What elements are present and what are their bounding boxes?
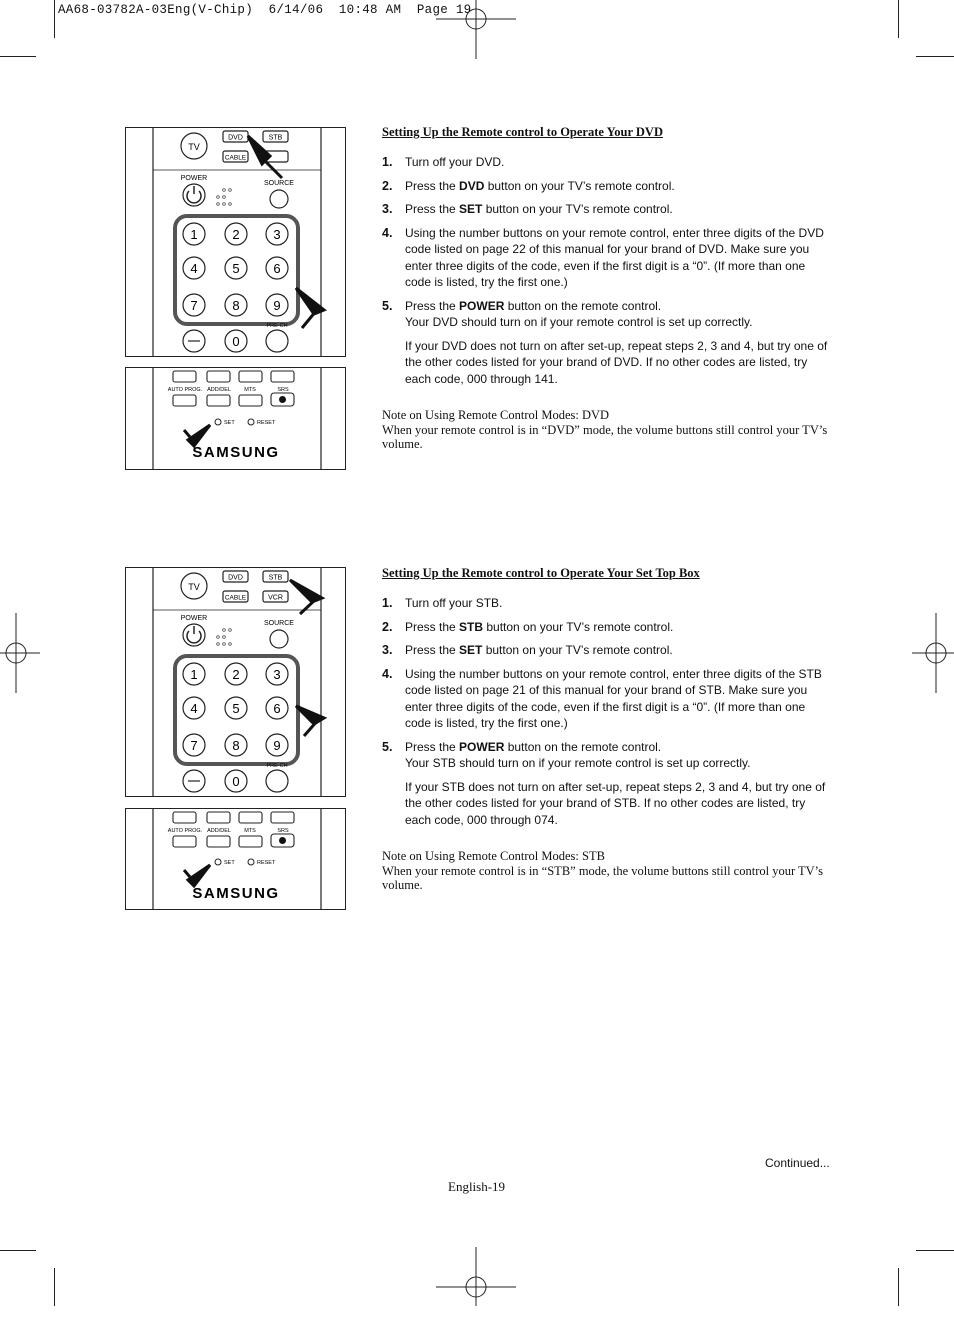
continued-text: Continued... (765, 1156, 830, 1170)
dvd-button[interactable] (223, 571, 248, 582)
step-item (382, 666, 830, 732)
svg-text:DVD: DVD (228, 134, 243, 142)
step-button-name: SET (459, 202, 483, 216)
svg-text:DVD: DVD (228, 574, 243, 582)
step-number: 5. (382, 298, 393, 313)
step-number: 5. (382, 739, 393, 754)
svg-text:7: 7 (190, 738, 198, 753)
step-item (382, 178, 830, 195)
prech-button[interactable] (266, 770, 288, 792)
page-number: English-19 (448, 1179, 506, 1194)
svg-text:7: 7 (190, 298, 198, 313)
minus-button[interactable] (183, 330, 205, 352)
crop-mark (0, 1250, 36, 1251)
step-number: 1. (382, 155, 393, 169)
num-button-2[interactable] (225, 223, 247, 245)
power-label: POWER (180, 175, 208, 182)
samsung-logo: SAMSUNG (192, 444, 280, 461)
num-button-1[interactable] (183, 223, 205, 245)
step-item (382, 201, 830, 218)
num-button-4[interactable] (183, 697, 205, 719)
prech-button[interactable] (266, 330, 288, 352)
dvd-button[interactable] (223, 131, 248, 142)
svg-text:VCR: VCR (268, 594, 283, 602)
svg-text:9: 9 (273, 298, 281, 313)
dvd-steps-list (382, 154, 830, 387)
srs-button[interactable] (271, 393, 294, 406)
step-text: button on the remote control. (504, 739, 662, 754)
step-text: Using the number buttons on your remote control, enter three digits of the STB code listed on page 21 of this manual for your brand of STB. Make sure you enter three digits of the code, even if the first digit is a “0”. (If more than one code is listed, try the first one.) (405, 666, 822, 730)
step-item (382, 298, 830, 388)
registration-mark-top (436, 0, 516, 59)
stb-button[interactable] (263, 131, 288, 142)
svg-text:1: 1 (190, 227, 198, 242)
step-item (382, 595, 830, 612)
set-label: SET (224, 420, 235, 426)
note-title: Note on Using Remote Control Modes: DVD (382, 408, 610, 422)
step-text: button on your TV’s remote control. (482, 202, 673, 216)
svg-text:2: 2 (232, 667, 240, 682)
step-button-name: STB (459, 619, 484, 634)
crop-mark (54, 0, 55, 38)
note-text: When your remote control is in “STB” mode, the volume buttons still control your TV’s volume. (382, 863, 824, 892)
srs-label: SRS (277, 828, 289, 834)
num-button-9[interactable] (266, 294, 288, 316)
stb-button[interactable] (263, 571, 288, 582)
svg-text:8: 8 (232, 738, 240, 753)
step-text: Press the (405, 202, 460, 216)
num-button-8[interactable] (225, 734, 247, 756)
add-del-label: ADD/DEL (207, 387, 231, 393)
set-button[interactable] (215, 859, 221, 865)
stb-steps-list (382, 595, 830, 828)
step-text: Press the (405, 178, 460, 193)
note-text: When your remote control is in “DVD” mode, the volume buttons still control your TV’s volume. (382, 422, 828, 451)
num-button-5[interactable] (225, 697, 247, 719)
add-del-label: ADD/DEL (207, 828, 231, 834)
cable-button[interactable] (223, 151, 248, 162)
num-button-5[interactable] (225, 257, 247, 279)
prech-label: PRE-CH (266, 323, 288, 329)
step-button-name: SET (459, 643, 483, 657)
dvd-setup-section (382, 125, 830, 452)
svg-text:STB: STB (268, 134, 283, 142)
step-number: 2. (382, 619, 393, 634)
source-label: SOURCE (264, 180, 294, 187)
step-text: Press the (405, 619, 460, 634)
samsung-logo: SAMSUNG (192, 885, 280, 902)
num-button-4[interactable] (183, 257, 205, 279)
svg-text:TV: TV (188, 142, 200, 152)
step-text: Your DVD should turn on if your remote control is set up correctly. (405, 315, 753, 329)
dvd-section-title: Setting Up the Remote control to Operate Your DVD (382, 125, 663, 139)
step-extra-text: If your STB does not turn on after set-up, repeat steps 2, 3 and 4, but try one of the other codes listed for your brand of STB. If no other codes are listed, try each code, 000 through 074. (405, 779, 826, 827)
step-number: 2. (382, 178, 393, 193)
dvd-note (382, 408, 830, 452)
step-text: Press the (405, 643, 460, 657)
svg-text:2: 2 (232, 227, 240, 242)
source-label: SOURCE (264, 620, 294, 627)
num-button-9[interactable] (266, 734, 288, 756)
remote-illustration-dvd-bottom (125, 367, 346, 470)
mts-label: MTS (244, 828, 256, 834)
srs-label: SRS (277, 387, 289, 393)
source-button[interactable] (270, 190, 288, 208)
svg-text:0: 0 (232, 774, 240, 789)
reset-label: RESET (257, 860, 276, 866)
reset-label: RESET (257, 420, 276, 426)
svg-text:4: 4 (190, 701, 198, 716)
step-item (382, 642, 830, 659)
registration-mark-left (0, 613, 56, 693)
mts-label: MTS (244, 387, 256, 393)
svg-text:TV: TV (188, 582, 200, 592)
step-number: 4. (382, 666, 393, 681)
step-extra-text: If your DVD does not turn on after set-up, repeat steps 2, 3 and 4, but try one of the other codes listed for your brand of DVD. If no other codes are listed, try each code, 000 through 141. (405, 338, 828, 386)
tv-button[interactable] (181, 133, 207, 159)
crop-mark (0, 56, 36, 57)
power-label: POWER (180, 615, 208, 622)
num-button-6[interactable] (266, 697, 288, 719)
num-button-8[interactable] (225, 294, 247, 316)
step-text: Press the (405, 739, 460, 754)
step-text: Using the number buttons on your remote control, enter three digits of the DVD code listed on page 22 of this manual for your brand of DVD. Make sure you enter three digits of the code, even if the first digit is a “0”. (If more than one code is listed, try the first one.) (405, 225, 824, 289)
num-button-7[interactable] (183, 294, 205, 316)
auto-prog-button[interactable] (173, 395, 196, 406)
step-number: 3. (382, 643, 393, 657)
add-del-button[interactable] (207, 395, 230, 406)
step-button-name: POWER (459, 298, 505, 313)
step-text: button on your TV’s remote control. (483, 619, 674, 634)
svg-text:3: 3 (273, 227, 281, 242)
srs-button[interactable] (271, 834, 294, 847)
remote-illustration-stb-top (125, 567, 346, 797)
svg-text:5: 5 (232, 701, 240, 716)
step-item (382, 154, 830, 171)
crop-mark (916, 1250, 954, 1251)
auto-prog-button[interactable] (173, 836, 196, 847)
prech-label: PRE-CH (266, 763, 288, 769)
add-del-button[interactable] (207, 836, 230, 847)
power-button[interactable] (183, 624, 205, 646)
vcr-button[interactable] (263, 591, 288, 602)
step-text: button on the remote control. (504, 298, 662, 313)
step-number: 4. (382, 225, 393, 240)
set-button[interactable] (215, 419, 221, 425)
step-text: button on your TV’s remote control. (484, 178, 675, 193)
svg-text:STB: STB (268, 574, 283, 582)
step-number: 3. (382, 202, 393, 216)
svg-text:CABLE: CABLE (224, 594, 247, 602)
minus-button[interactable] (183, 770, 205, 792)
stb-section-title: Setting Up the Remote control to Operate Your Set Top Box (382, 566, 700, 580)
num-button-3[interactable] (266, 223, 288, 245)
svg-text:CABLE: CABLE (224, 154, 247, 162)
svg-text:8: 8 (232, 298, 240, 313)
mts-button[interactable] (239, 395, 262, 406)
step-item (382, 225, 830, 291)
num-button-0[interactable] (225, 330, 247, 352)
svg-text:4: 4 (190, 261, 198, 276)
step-item (382, 739, 830, 829)
reset-button[interactable] (248, 859, 254, 865)
svg-text:3: 3 (273, 667, 281, 682)
crop-mark (916, 56, 954, 57)
num-button-0[interactable] (225, 770, 247, 792)
reset-button[interactable] (248, 419, 254, 425)
num-button-1[interactable] (183, 663, 205, 685)
note-title: Note on Using Remote Control Modes: STB (382, 849, 605, 863)
svg-text:0: 0 (232, 334, 240, 349)
registration-mark-bottom (436, 1247, 516, 1327)
registration-mark-right (896, 613, 954, 693)
auto-prog-label: AUTO PROG. (167, 828, 203, 834)
print-header: AA68-03782A-03Eng(V-Chip) 6/14/06 10:48 AM Page 19 (58, 3, 472, 17)
remote-illustration-stb-bottom (125, 808, 346, 910)
cable-button[interactable] (223, 591, 248, 602)
crop-mark (54, 1268, 55, 1306)
svg-text:5: 5 (232, 261, 240, 276)
step-number: 1. (382, 596, 393, 610)
step-item (382, 619, 830, 636)
tv-button[interactable] (181, 573, 207, 599)
num-button-2[interactable] (225, 663, 247, 685)
step-button-name: POWER (459, 739, 505, 754)
step-button-name: DVD (459, 178, 485, 193)
svg-text:6: 6 (273, 261, 281, 276)
set-label: SET (224, 860, 235, 866)
num-button-7[interactable] (183, 734, 205, 756)
crop-mark (898, 0, 899, 38)
remote-illustration-dvd-top (125, 127, 346, 357)
step-text: Press the (405, 298, 460, 313)
auto-prog-label: AUTO PROG. (167, 387, 203, 393)
crop-mark (898, 1268, 899, 1306)
step-text: Your STB should turn on if your remote control is set up correctly. (405, 756, 751, 770)
num-button-6[interactable] (266, 257, 288, 279)
svg-text:9: 9 (273, 738, 281, 753)
source-button[interactable] (270, 630, 288, 648)
step-text: Turn off your DVD. (405, 155, 505, 169)
num-button-3[interactable] (266, 663, 288, 685)
mts-button[interactable] (239, 836, 262, 847)
step-text: button on your TV’s remote control. (482, 643, 673, 657)
svg-text:1: 1 (190, 667, 198, 682)
power-button[interactable] (183, 184, 205, 206)
step-text: Turn off your STB. (405, 596, 503, 610)
stb-setup-section (382, 566, 830, 893)
stb-note (382, 849, 830, 893)
svg-text:6: 6 (273, 701, 281, 716)
